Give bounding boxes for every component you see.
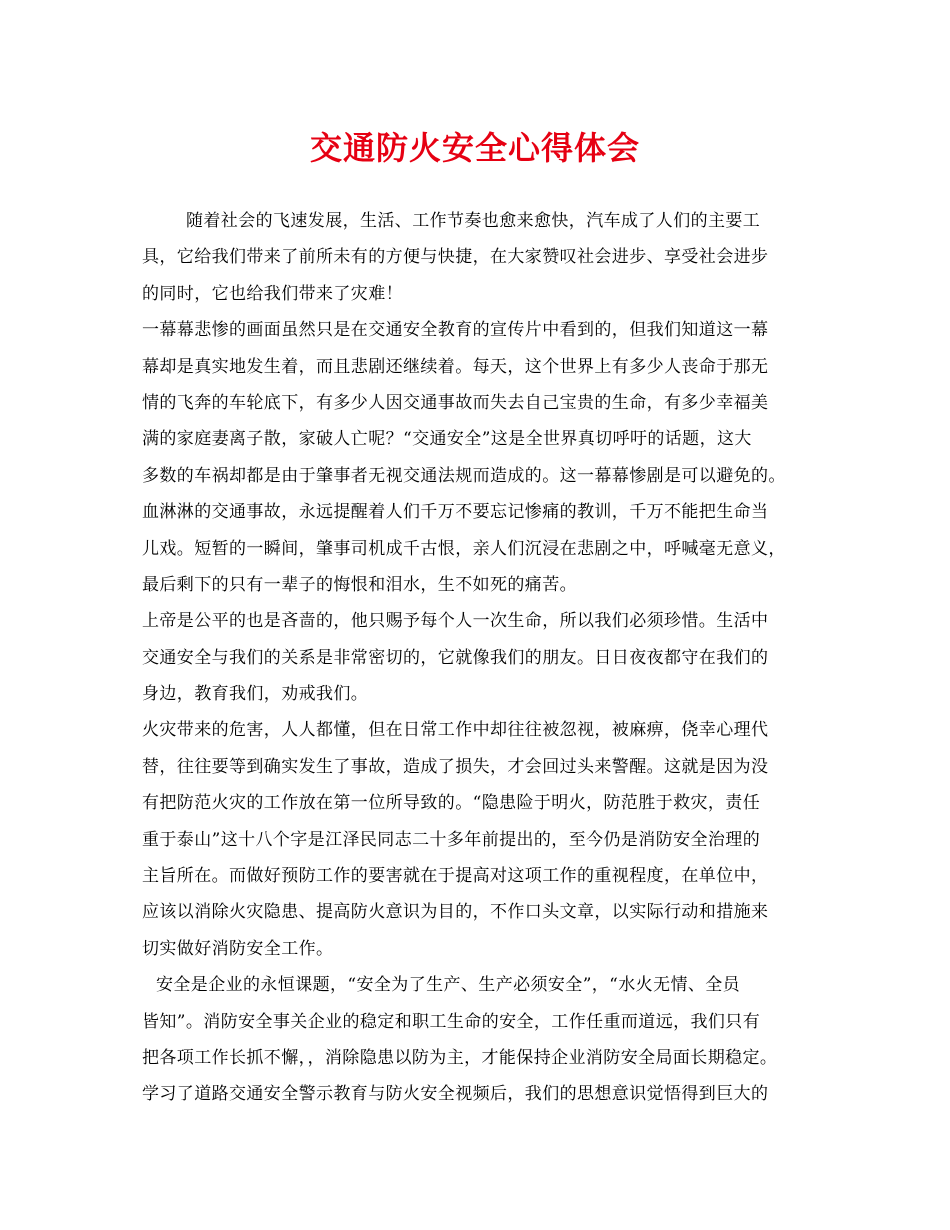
text-line: 火灾带来的危害，人人都懂，但在日常工作中却往往被忽视，被麻痹，侥幸心理代 [142, 720, 769, 741]
text-line: 替，往往要等到确实发生了事故，造成了损失，才会回过头来警醒。这就是因为没 [142, 756, 769, 777]
text-line: 血淋淋的交通事故，永远提醒着人们千万不要忘记惨痛的教训，千万不能把生命当 [142, 502, 769, 523]
document-body [142, 203, 822, 1113]
document-title: 交通防火安全心得体会 [309, 129, 640, 167]
text-line: 把各项工作长抓不懈，，消除隐患以防为主，才能保持企业消防安全局面长期稳定。 [142, 1047, 778, 1068]
text-line: 安全是企业的永恒课题，“安全为了生产、生产必须安全”，“水火无情、全员 [156, 975, 741, 996]
text-line: 随着社会的飞速发展，生活、工作节奏也愈来愈快，汽车成了人们的主要工 [186, 211, 761, 231]
text-line: 的同时，它也给我们带来了灾难！ [142, 283, 403, 304]
text-line: 最后剩下的只有一辈子的悔恨和泪水，生不如死的痛苦。 [142, 574, 577, 595]
text-line: 上帝是公平的也是吝啬的，他只赐予每个人一次生命，所以我们必须珍惜。生活中 [142, 611, 769, 632]
text-line: 切实做好消防安全工作。 [142, 938, 334, 959]
text-line: 交通安全与我们的关系是非常密切的，它就像我们的朋友。日日夜夜都守在我们的 [142, 647, 769, 668]
text-line: 幕却是真实地发生着，而且悲剧还继续着。每天，这个世界上有多少人丧命于那无 [142, 356, 769, 377]
text-line: 有把防范火灾的工作放在第一位所导致的。“隐患险于明火，防范胜于救灾，责任 [142, 793, 761, 814]
text-line: 身边，教育我们，劝戒我们。 [142, 684, 369, 705]
text-line: 学习了道路交通安全警示教育与防火安全视频后，我们的思想意识觉悟得到巨大的 [142, 1084, 769, 1105]
text-line: 主旨所在。而做好预防工作的要害就在于提高对这项工作的重视程度，在单位中， [142, 866, 769, 887]
text-line: 多数的车祸却都是由于肇事者无视交通法规而造成的。这一幕幕惨剧是可以避免的。 [142, 465, 786, 486]
text-line: 具，它给我们带来了前所未有的方便与快捷，在大家赞叹社会进步、享受社会进步 [142, 247, 769, 268]
text-line: 情的飞奔的车轮底下，有多少人因交通事故而失去自己宝贵的生命，有多少幸福美 [142, 392, 769, 413]
text-line: 皆知”。消防安全事关企业的稳定和职工生命的安全，工作任重而道远，我们只有 [142, 1011, 761, 1032]
text-line: 一幕幕悲惨的画面虽然只是在交通安全教育的宣传片中看到的，但我们知道这一幕 [142, 320, 769, 341]
text-line: 儿戏。短暂的一瞬间，肇事司机成千古恨，亲人们沉浸在悲剧之中，呼喊毫无意义， [142, 538, 786, 559]
text-line: 满的家庭妻离子散，家破人亡呢？“交通安全”这是全世界真切呼吁的话题，这大 [142, 429, 752, 450]
text-line: 重于泰山”这十八个字是江泽民同志二十多年前提出的，至今仍是消防安全治理的 [142, 829, 761, 850]
text-line: 应该以消除火灾隐患、提高防火意识为目的，不作口头文章，以实际行动和措施来 [142, 902, 769, 923]
